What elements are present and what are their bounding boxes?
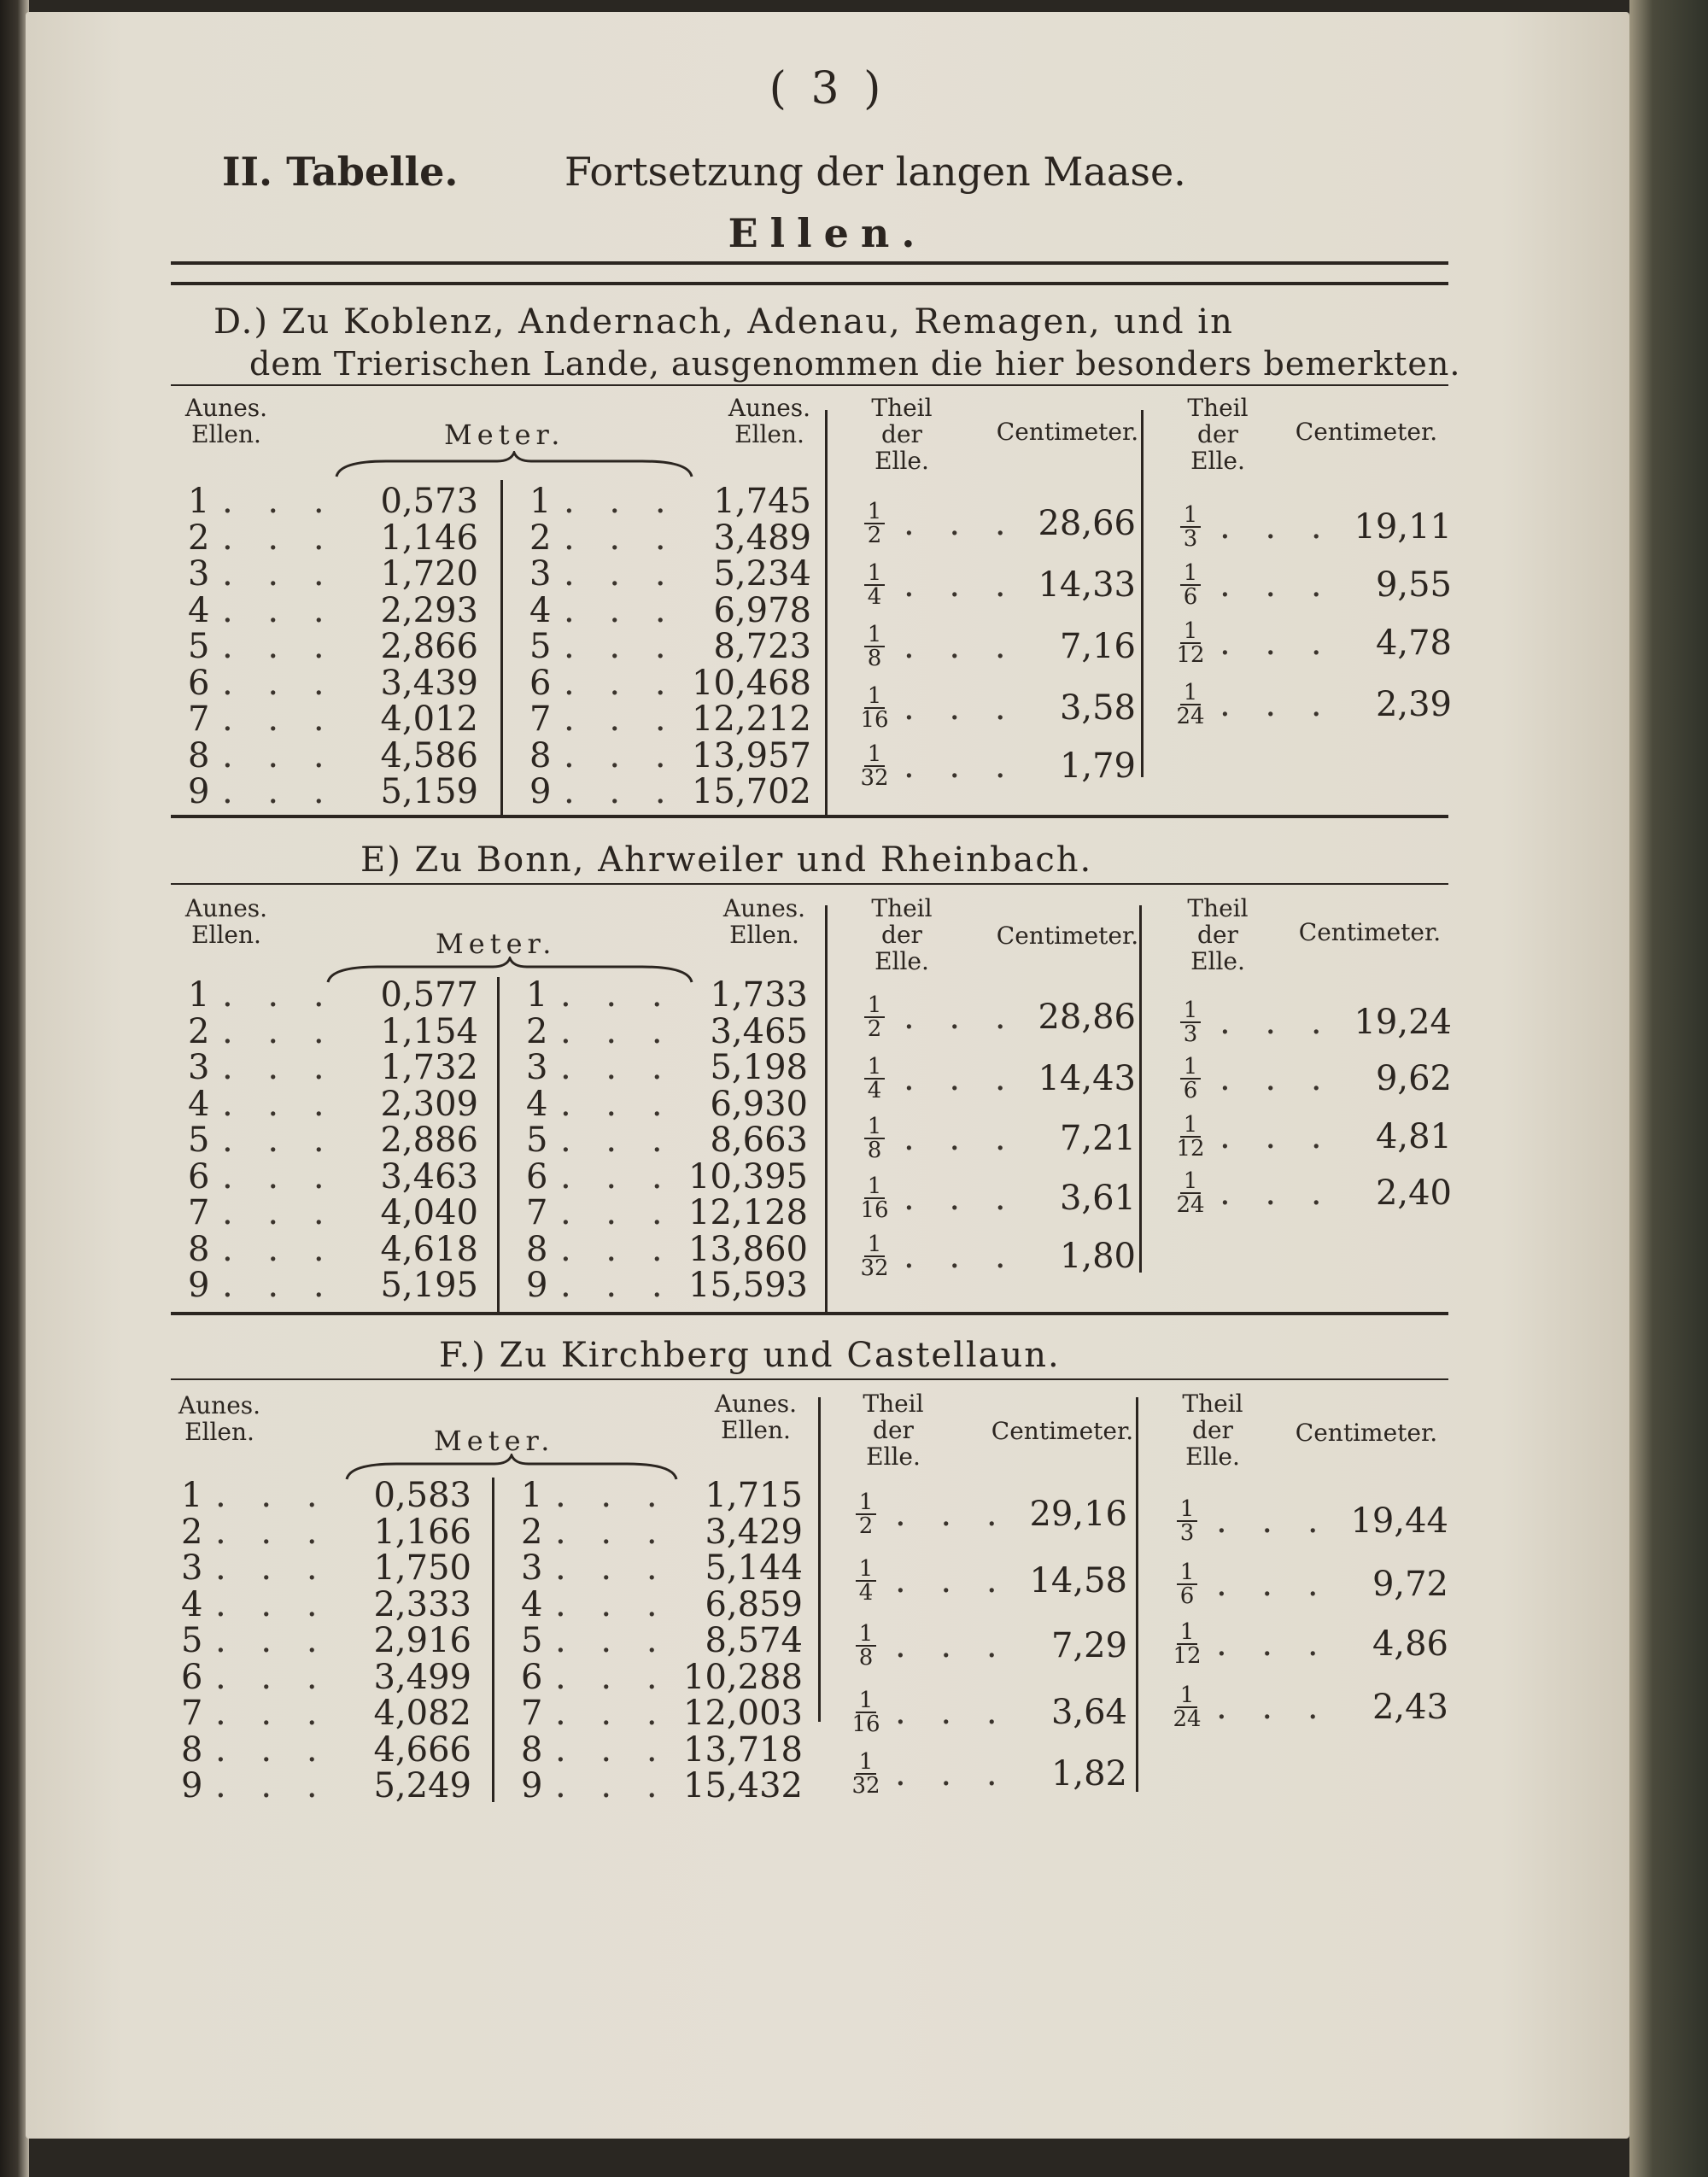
section-d-part-row: $\frac{1}{16}$ . . . 3,58 [860, 683, 1136, 733]
table-row: 6 . . . 10,395 [526, 1156, 808, 1197]
section-f-centimeter-head-b: Centimeter. [1295, 1419, 1438, 1447]
section-d-part-row: $\frac{1}{24}$ . . . 2,39 [1176, 680, 1452, 729]
table-row: 4 . . . 2,293 [188, 590, 478, 630]
header-rule-bottom [171, 282, 1448, 285]
section-e-right-list [526, 977, 808, 1304]
elle-label: Elle. [1185, 1443, 1240, 1471]
table-row: 5 . . . 8,574 [521, 1621, 803, 1660]
section-e-rule-bottom [171, 1312, 1448, 1315]
table-row: 4 . . . 6,930 [526, 1084, 808, 1124]
section-e-part-row: $\frac{1}{24}$ . . . 2,40 [1176, 1168, 1452, 1218]
aunes-label: Aunes. [184, 394, 268, 422]
book-page [26, 12, 1629, 2139]
page-header [222, 149, 1186, 195]
section-f-part-row: $\frac{1}{16}$ . . . 3,64 [851, 1688, 1127, 1737]
table-label: II. Tabelle. [222, 149, 459, 195]
table-row: 3 . . . 5,198 [526, 1048, 808, 1087]
table-row: 2 . . . 3,489 [529, 518, 811, 558]
section-f-title: F.) Zu Kirchberg und Castellaun. [439, 1336, 1061, 1375]
section-f-divider-parts [818, 1397, 821, 1722]
table-row: 2 . . . 3,429 [521, 1512, 803, 1552]
table-row: 4 . . . 6,978 [529, 590, 811, 630]
table-row: 4 . . . 2,333 [181, 1584, 471, 1624]
ellen-label: Ellen. [184, 1418, 254, 1446]
table-row: 9 . . . 5,195 [188, 1266, 478, 1305]
theil-label: Theil [1187, 894, 1249, 922]
section-d-part-row: $\frac{1}{2}$ . . . 28,66 [854, 500, 1136, 547]
table-row: 8 . . . 4,618 [188, 1229, 478, 1269]
section-e-rule-top [171, 883, 1448, 885]
table-row: 9 . . . 15,432 [521, 1766, 803, 1805]
table-row: 8 . . . 4,586 [188, 735, 478, 775]
section-d-divider-parts-b [1141, 410, 1144, 777]
section-e-part-row: $\frac{1}{6}$ . . . 9,62 [1170, 1056, 1452, 1102]
section-d-left-list [188, 483, 478, 811]
section-f-part-row: $\frac{1}{12}$ . . . 4,86 [1173, 1619, 1448, 1669]
section-e-theil-head-a [859, 895, 945, 974]
section-d-part-row: $\frac{1}{12}$ . . . 4,78 [1176, 618, 1452, 668]
section-e-part-row: $\frac{1}{4}$ . . . 14,43 [854, 1056, 1136, 1102]
table-row: 4 . . . 2,309 [188, 1084, 478, 1124]
ellen-label: Ellen. [721, 1416, 791, 1444]
table-row: 8 . . . 4,666 [181, 1729, 471, 1770]
table-row: 6 . . . 3,499 [181, 1657, 471, 1697]
elle-label: Elle. [874, 447, 929, 475]
section-d-divider-meter [500, 480, 503, 815]
section-d-theil-head-a [859, 395, 945, 474]
table-row: 7 . . . 4,082 [181, 1694, 471, 1733]
section-e-left-list [188, 977, 478, 1304]
theil-label: Theil [871, 394, 933, 422]
section-f-part-row: $\frac{1}{32}$ . . . 1,82 [851, 1749, 1127, 1799]
der-label: der [1197, 420, 1238, 448]
section-e-centimeter-head-b: Centimeter. [1298, 918, 1442, 946]
table-row: 5 . . . 2,886 [188, 1121, 478, 1160]
section-f-part-row: $\frac{1}{4}$ . . . 14,58 [845, 1558, 1127, 1604]
section-d-rule-bottom [171, 815, 1448, 818]
table-row: 3 . . . 1,732 [188, 1048, 478, 1087]
book-edge [1629, 0, 1708, 2177]
table-row: 9 . . . 5,159 [188, 772, 478, 811]
section-e-meter-head: Meter. [436, 928, 557, 960]
section-d-part-row: $\frac{1}{6}$ . . . 9,55 [1170, 562, 1452, 608]
table-row: 1 . . . 1,745 [529, 482, 811, 521]
ellen-label: Ellen. [729, 921, 799, 949]
section-e-aunes-head-left [179, 895, 273, 948]
table-row: 6 . . . 10,468 [529, 663, 811, 703]
section-e-title: E) Zu Bonn, Ahrweiler und Rheinbach. [360, 840, 1093, 880]
section-f-part-row: $\frac{1}{8}$ . . . 7,29 [845, 1623, 1127, 1669]
table-row: 7 . . . 4,040 [188, 1193, 478, 1232]
section-e-part-row: $\frac{1}{16}$ . . . 3,61 [860, 1173, 1136, 1223]
section-d-centimeter-head-a: Centimeter. [996, 418, 1139, 446]
section-f-rule-top [171, 1378, 1448, 1380]
section-f-theil-head-a [851, 1390, 936, 1470]
section-d-theil-head-b [1175, 395, 1261, 474]
theil-label: Theil [871, 894, 933, 922]
table-row: 1 . . . 0,573 [188, 482, 478, 521]
section-f-part-row: $\frac{1}{6}$ . . . 9,72 [1167, 1561, 1448, 1607]
table-row: 7 . . . 12,212 [529, 699, 811, 739]
table-row: 1 . . . 0,577 [188, 975, 478, 1015]
section-f-divider-meter [492, 1478, 494, 1802]
table-row: 6 . . . 3,463 [188, 1156, 478, 1197]
table-row: 1 . . . 0,583 [181, 1476, 471, 1515]
section-e-part-row: $\frac{1}{12}$ . . . 4,81 [1176, 1112, 1452, 1162]
table-row: 2 . . . 1,154 [188, 1011, 478, 1051]
section-d-part-row: $\frac{1}{3}$ . . . 19,11 [1170, 504, 1452, 550]
table-row: 5 . . . 2,866 [188, 627, 478, 666]
table-title: Fortsetzung der langen Maase. [564, 149, 1186, 195]
section-f-left-list [181, 1478, 471, 1805]
section-e-divider-parts [825, 905, 828, 1312]
table-row: 5 . . . 8,723 [529, 627, 811, 666]
section-e-centimeter-head-a: Centimeter. [996, 922, 1139, 950]
section-d-meter-head: Meter. [444, 418, 565, 451]
table-row: 6 . . . 10,288 [521, 1657, 803, 1697]
table-row: 3 . . . 1,720 [188, 554, 478, 594]
table-row: 6 . . . 3,439 [188, 663, 478, 703]
section-f-aunes-head-left [173, 1392, 266, 1445]
section-e-part-row: $\frac{1}{2}$ . . . 28,86 [854, 994, 1136, 1040]
table-row: 7 . . . 12,128 [526, 1193, 808, 1232]
table-row: 3 . . . 5,234 [529, 554, 811, 594]
section-e-aunes-head-right [709, 895, 820, 948]
table-subtitle: Ellen. [728, 210, 927, 256]
section-d-right-list [529, 483, 811, 811]
section-e-part-row: $\frac{1}{8}$ . . . 7,21 [854, 1115, 1136, 1162]
table-row: 9 . . . 15,593 [526, 1266, 808, 1305]
table-row: 2 . . . 1,146 [188, 518, 478, 558]
aunes-label: Aunes. [728, 394, 811, 422]
section-e-part-row: $\frac{1}{32}$ . . . 1,80 [860, 1232, 1136, 1281]
section-d-title-line1: D.) Zu Koblenz, Andernach, Adenau, Remagen, und in [214, 302, 1234, 342]
ellen-label: Ellen. [191, 921, 261, 949]
table-row: 3 . . . 5,144 [521, 1548, 803, 1588]
elle-label: Elle. [866, 1443, 921, 1471]
section-d-aunes-head-left [179, 395, 273, 448]
der-label: der [1197, 921, 1238, 949]
aunes-label: Aunes. [184, 894, 268, 922]
table-row: 4 . . . 6,859 [521, 1584, 803, 1624]
section-f-divider-parts-b [1136, 1397, 1138, 1792]
table-row: 3 . . . 1,750 [181, 1548, 471, 1588]
der-label: der [881, 921, 922, 949]
section-d-rule-top [171, 384, 1448, 386]
table-row: 7 . . . 4,012 [188, 699, 478, 739]
section-f-part-row: $\frac{1}{2}$ . . . 29,16 [845, 1491, 1127, 1537]
aunes-label: Aunes. [178, 1391, 261, 1419]
section-f-part-row: $\frac{1}{24}$ . . . 2,43 [1173, 1682, 1448, 1732]
section-f-part-row: $\frac{1}{3}$ . . . 19,44 [1167, 1498, 1448, 1544]
header-rule-top [171, 261, 1448, 265]
theil-label: Theil [1187, 394, 1249, 422]
elle-label: Elle. [874, 947, 929, 975]
table-row: 7 . . . 12,003 [521, 1694, 803, 1733]
section-f-centimeter-head-a: Centimeter. [991, 1417, 1134, 1445]
section-d-aunes-head-right [714, 395, 825, 448]
theil-label: Theil [1182, 1390, 1243, 1418]
section-d-part-row: $\frac{1}{8}$ . . . 7,16 [854, 623, 1136, 670]
table-row: 2 . . . 1,166 [181, 1512, 471, 1552]
table-row: 8 . . . 13,718 [521, 1729, 803, 1770]
section-d-centimeter-head-b: Centimeter. [1295, 418, 1438, 446]
table-row: 1 . . . 1,733 [526, 975, 808, 1015]
der-label: der [881, 420, 922, 448]
book-gutter [0, 0, 29, 2177]
section-f-theil-head-b [1170, 1390, 1255, 1470]
table-row: 5 . . . 8,663 [526, 1121, 808, 1160]
section-e-part-row: $\frac{1}{3}$ . . . 19,24 [1170, 999, 1452, 1045]
der-label: der [873, 1416, 914, 1444]
section-d-divider-parts [825, 410, 828, 815]
elle-label: Elle. [1190, 947, 1245, 975]
section-f-meter-head: Meter. [434, 1425, 555, 1457]
section-d-part-row: $\frac{1}{4}$ . . . 14,33 [854, 562, 1136, 608]
table-row: 8 . . . 13,957 [529, 735, 811, 775]
table-row: 2 . . . 3,465 [526, 1011, 808, 1051]
section-f-right-list [521, 1478, 803, 1805]
ellen-label: Ellen. [191, 420, 261, 448]
table-row: 1 . . . 1,715 [521, 1476, 803, 1515]
theil-label: Theil [863, 1390, 924, 1418]
section-d-part-row: $\frac{1}{32}$ . . . 1,79 [860, 741, 1136, 791]
section-f-aunes-head-right [700, 1390, 811, 1443]
page-number: ( 3 ) [769, 63, 886, 114]
section-d-meter-brace [335, 451, 693, 480]
section-e-divider-parts-b [1139, 905, 1142, 1273]
elle-label: Elle. [1190, 447, 1245, 475]
section-e-divider-meter [497, 977, 500, 1312]
ellen-label: Ellen. [734, 420, 804, 448]
table-row: 5 . . . 2,916 [181, 1621, 471, 1660]
section-e-theil-head-b [1175, 895, 1261, 974]
der-label: der [1192, 1416, 1233, 1444]
aunes-label: Aunes. [722, 894, 806, 922]
aunes-label: Aunes. [714, 1390, 798, 1418]
table-row: 9 . . . 15,702 [529, 772, 811, 811]
table-row: 8 . . . 13,860 [526, 1229, 808, 1269]
table-row: 9 . . . 5,249 [181, 1766, 471, 1805]
section-d-title-line2: dem Trierischen Lande, ausgenommen die hier besonders bemerkten. [249, 345, 1461, 383]
